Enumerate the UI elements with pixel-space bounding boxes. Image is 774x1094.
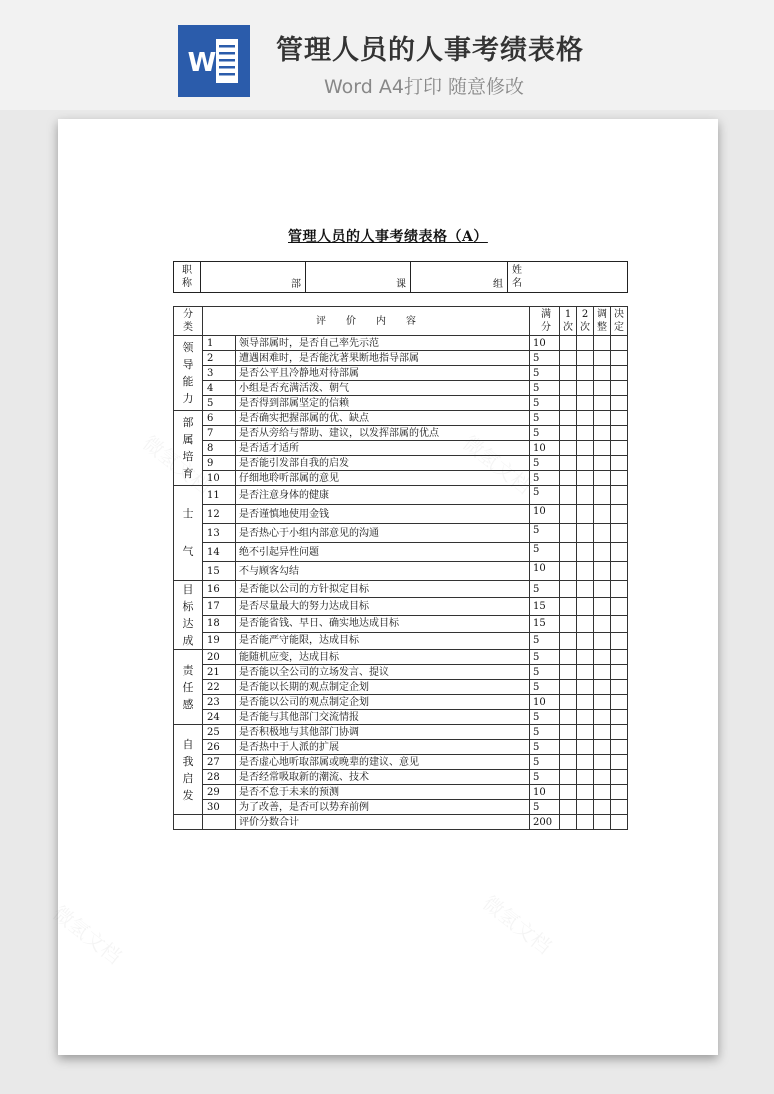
table-row — [174, 505, 628, 524]
decision-cell[interactable] — [611, 471, 628, 486]
item-number: 25 — [203, 725, 236, 740]
second-cell[interactable] — [577, 426, 594, 441]
first-cell[interactable] — [560, 632, 577, 649]
banner-title: 管理人员的人事考绩表格 — [276, 35, 584, 66]
section-label: 课 — [306, 262, 411, 293]
adjust-cell[interactable] — [594, 486, 611, 505]
item-score: 5 — [530, 800, 560, 815]
table-row — [174, 411, 628, 426]
first-cell[interactable] — [560, 441, 577, 456]
item-score: 10 — [530, 785, 560, 800]
item-score: 5 — [530, 471, 560, 486]
adjust-cell[interactable] — [594, 598, 611, 615]
category-cell: 责任感 — [174, 650, 203, 725]
first-cell[interactable] — [560, 426, 577, 441]
first-cell[interactable] — [560, 695, 577, 710]
first-cell[interactable] — [560, 725, 577, 740]
item-number: 22 — [203, 680, 236, 695]
first-cell[interactable] — [560, 505, 577, 524]
item-number: 7 — [203, 426, 236, 441]
item-text: 是否能以公司的方针拟定目标 — [236, 581, 530, 598]
adjust-cell[interactable] — [594, 815, 611, 830]
table-row — [174, 800, 628, 815]
decision-cell[interactable] — [611, 543, 628, 562]
first-cell[interactable] — [560, 800, 577, 815]
second-cell[interactable] — [577, 740, 594, 755]
adjust-cell[interactable] — [594, 456, 611, 471]
adjust-cell[interactable] — [594, 615, 611, 632]
second-cell[interactable] — [577, 598, 594, 615]
table-row — [174, 524, 628, 543]
decision-cell[interactable] — [611, 615, 628, 632]
second-cell[interactable] — [577, 505, 594, 524]
decision-cell[interactable] — [611, 755, 628, 770]
second-cell[interactable] — [577, 815, 594, 830]
first-cell[interactable] — [560, 486, 577, 505]
decision-cell[interactable] — [611, 351, 628, 366]
first-cell[interactable] — [560, 815, 577, 830]
adjust-cell[interactable] — [594, 695, 611, 710]
adjust-cell[interactable] — [594, 411, 611, 426]
second-cell[interactable] — [577, 615, 594, 632]
item-score: 5 — [530, 581, 560, 598]
item-score: 5 — [530, 426, 560, 441]
item-number: 19 — [203, 632, 236, 649]
decision-cell[interactable] — [611, 815, 628, 830]
item-text: 是否谨慎地使用金钱 — [236, 505, 530, 524]
item-text: 是否尽量最大的努力达成目标 — [236, 598, 530, 615]
header-banner — [0, 0, 774, 110]
table-row — [174, 381, 628, 396]
first-cell[interactable] — [560, 411, 577, 426]
item-number: 4 — [203, 381, 236, 396]
item-score: 5 — [530, 665, 560, 680]
adjust-cell[interactable] — [594, 441, 611, 456]
header-decision: 决定 — [611, 307, 628, 336]
second-cell[interactable] — [577, 366, 594, 381]
item-number: 5 — [203, 396, 236, 411]
item-text: 是否热中于人派的扩展 — [236, 740, 530, 755]
adjust-cell[interactable] — [594, 524, 611, 543]
item-score: 5 — [530, 632, 560, 649]
category-cell: 领导能力 — [174, 336, 203, 411]
item-text: 是否能引发部自我的启发 — [236, 456, 530, 471]
adjust-cell[interactable] — [594, 632, 611, 649]
item-number: 3 — [203, 366, 236, 381]
group-label: 组 — [411, 262, 508, 293]
name-field: 姓名 — [508, 262, 628, 293]
item-text: 是否从旁给与帮助、建议，以发挥部属的优点 — [236, 426, 530, 441]
second-cell[interactable] — [577, 770, 594, 785]
item-number: 16 — [203, 581, 236, 598]
second-cell[interactable] — [577, 456, 594, 471]
first-cell[interactable] — [560, 650, 577, 665]
first-cell[interactable] — [560, 710, 577, 725]
first-cell[interactable] — [560, 471, 577, 486]
item-score: 5 — [530, 366, 560, 381]
table-row — [174, 426, 628, 441]
item-text: 小组是否充满活泼、朝气 — [236, 381, 530, 396]
decision-cell[interactable] — [611, 505, 628, 524]
adjust-cell[interactable] — [594, 581, 611, 598]
item-number: 27 — [203, 755, 236, 770]
item-text: 是否不怠于未来的预测 — [236, 785, 530, 800]
header-second: 2次 — [577, 307, 594, 336]
table-row — [174, 336, 628, 351]
item-score: 5 — [530, 680, 560, 695]
second-cell[interactable] — [577, 336, 594, 351]
category-cell: 部属培育 — [174, 411, 203, 486]
item-text: 是否经常吸取新的潮流、技术 — [236, 770, 530, 785]
decision-cell[interactable] — [611, 441, 628, 456]
item-number: 10 — [203, 471, 236, 486]
item-score: 10 — [530, 441, 560, 456]
table-row — [174, 581, 628, 598]
decision-cell[interactable] — [611, 562, 628, 581]
decision-cell[interactable] — [611, 665, 628, 680]
adjust-cell[interactable] — [594, 740, 611, 755]
second-cell[interactable] — [577, 680, 594, 695]
item-score: 15 — [530, 615, 560, 632]
second-cell[interactable] — [577, 665, 594, 680]
first-cell[interactable] — [560, 598, 577, 615]
adjust-cell[interactable] — [594, 543, 611, 562]
second-cell[interactable] — [577, 471, 594, 486]
item-text: 为了改善，是否可以势弃前例 — [236, 800, 530, 815]
item-number: 12 — [203, 505, 236, 524]
second-cell[interactable] — [577, 381, 594, 396]
adjust-cell[interactable] — [594, 710, 611, 725]
second-cell[interactable] — [577, 650, 594, 665]
item-score: 10 — [530, 336, 560, 351]
document-page — [58, 119, 718, 1055]
second-cell[interactable] — [577, 524, 594, 543]
decision-cell[interactable] — [611, 800, 628, 815]
item-score: 5 — [530, 650, 560, 665]
item-score: 5 — [530, 524, 560, 543]
item-number: 8 — [203, 441, 236, 456]
item-text: 是否能严守能限，达成目标 — [236, 632, 530, 649]
item-score: 10 — [530, 695, 560, 710]
item-text: 领导部属时，是否自己率先示范 — [236, 336, 530, 351]
second-cell[interactable] — [577, 351, 594, 366]
decision-cell[interactable] — [611, 680, 628, 695]
first-cell[interactable] — [560, 665, 577, 680]
category-cell: 目标达成 — [174, 581, 203, 650]
decision-cell[interactable] — [611, 366, 628, 381]
item-score: 5 — [530, 411, 560, 426]
header-full-score: 满分 — [530, 307, 560, 336]
table-row — [174, 441, 628, 456]
item-score: 5 — [530, 381, 560, 396]
table-row — [174, 665, 628, 680]
adjust-cell[interactable] — [594, 505, 611, 524]
item-text: 是否能以公司的观点制定企划 — [236, 695, 530, 710]
decision-cell[interactable] — [611, 770, 628, 785]
item-number: 23 — [203, 695, 236, 710]
item-number: 30 — [203, 800, 236, 815]
total-empty — [174, 815, 203, 830]
item-score: 15 — [530, 598, 560, 615]
first-cell[interactable] — [560, 581, 577, 598]
item-score: 5 — [530, 351, 560, 366]
item-number: 28 — [203, 770, 236, 785]
item-text: 是否公平且冷静地对待部属 — [236, 366, 530, 381]
total-empty — [203, 815, 236, 830]
table-row — [174, 366, 628, 381]
decision-cell[interactable] — [611, 486, 628, 505]
adjust-cell[interactable] — [594, 366, 611, 381]
item-score: 5 — [530, 710, 560, 725]
decision-cell[interactable] — [611, 650, 628, 665]
total-score: 200 — [530, 815, 560, 830]
decision-cell[interactable] — [611, 396, 628, 411]
second-cell[interactable] — [577, 755, 594, 770]
item-number: 6 — [203, 411, 236, 426]
item-text: 不与顾客勾结 — [236, 562, 530, 581]
adjust-cell[interactable] — [594, 650, 611, 665]
decision-cell[interactable] — [611, 456, 628, 471]
decision-cell[interactable] — [611, 695, 628, 710]
header-first: 1次 — [560, 307, 577, 336]
first-cell[interactable] — [560, 680, 577, 695]
item-number: 15 — [203, 562, 236, 581]
table-row — [174, 695, 628, 710]
item-number: 18 — [203, 615, 236, 632]
department-label: 部 — [201, 262, 306, 293]
decision-cell[interactable] — [611, 785, 628, 800]
banner-subtitle: Word A4打印 随意修改 — [324, 76, 525, 98]
table-row — [174, 725, 628, 740]
item-number: 13 — [203, 524, 236, 543]
table-row — [174, 471, 628, 486]
item-score: 5 — [530, 770, 560, 785]
item-text: 是否积极地与其他部门协调 — [236, 725, 530, 740]
decision-cell[interactable] — [611, 426, 628, 441]
item-text: 是否得到部属坚定的信赖 — [236, 396, 530, 411]
document-title: 管理人员的人事考绩表格（A） — [288, 229, 488, 245]
item-text: 绝不引起异性问题 — [236, 543, 530, 562]
adjust-cell[interactable] — [594, 725, 611, 740]
first-cell[interactable] — [560, 366, 577, 381]
header-category: 分类 — [174, 307, 203, 336]
table-row — [174, 650, 628, 665]
adjust-cell[interactable] — [594, 755, 611, 770]
evaluation-table — [173, 306, 628, 830]
decision-cell[interactable] — [611, 740, 628, 755]
first-cell[interactable] — [560, 524, 577, 543]
table-row — [174, 598, 628, 615]
first-cell[interactable] — [560, 770, 577, 785]
table-row — [174, 456, 628, 471]
decision-cell[interactable] — [611, 524, 628, 543]
position-label: 职称 — [174, 262, 201, 293]
decision-cell[interactable] — [611, 381, 628, 396]
decision-cell[interactable] — [611, 598, 628, 615]
adjust-cell[interactable] — [594, 680, 611, 695]
item-text: 是否能以全公司的立场发言、提议 — [236, 665, 530, 680]
second-cell[interactable] — [577, 486, 594, 505]
total-label: 评价分数合计 — [236, 815, 530, 830]
item-score: 5 — [530, 396, 560, 411]
item-score: 10 — [530, 505, 560, 524]
decision-cell[interactable] — [611, 725, 628, 740]
table-row — [174, 770, 628, 785]
item-score: 5 — [530, 725, 560, 740]
table-row — [174, 486, 628, 505]
second-cell[interactable] — [577, 725, 594, 740]
second-cell[interactable] — [577, 581, 594, 598]
adjust-cell[interactable] — [594, 351, 611, 366]
item-text: 是否能与其他部门交流情报 — [236, 710, 530, 725]
adjust-cell[interactable] — [594, 471, 611, 486]
category-cell: 士 气 — [174, 486, 203, 581]
item-text: 是否注意身体的健康 — [236, 486, 530, 505]
adjust-cell[interactable] — [594, 665, 611, 680]
item-text: 是否虚心地听取部属或晚辈的建议、意见 — [236, 755, 530, 770]
decision-cell[interactable] — [611, 581, 628, 598]
second-cell[interactable] — [577, 543, 594, 562]
item-text: 是否热心于小组内部意见的沟通 — [236, 524, 530, 543]
item-text: 是否适才适所 — [236, 441, 530, 456]
adjust-cell[interactable] — [594, 785, 611, 800]
item-text: 是否能省钱、早日、确实地达成目标 — [236, 615, 530, 632]
second-cell[interactable] — [577, 411, 594, 426]
item-number: 26 — [203, 740, 236, 755]
adjust-cell[interactable] — [594, 770, 611, 785]
item-score: 5 — [530, 740, 560, 755]
table-row — [174, 740, 628, 755]
adjust-cell[interactable] — [594, 562, 611, 581]
total-row — [174, 815, 628, 830]
first-cell[interactable] — [560, 615, 577, 632]
category-cell: 自我启发 — [174, 725, 203, 815]
adjust-cell[interactable] — [594, 396, 611, 411]
item-score: 5 — [530, 543, 560, 562]
item-score: 5 — [530, 755, 560, 770]
table-row — [174, 615, 628, 632]
table-row — [174, 710, 628, 725]
table-row — [174, 755, 628, 770]
table-row — [174, 632, 628, 649]
table-row — [174, 543, 628, 562]
header-content: 评 价 内 容 — [203, 307, 530, 336]
first-cell[interactable] — [560, 755, 577, 770]
item-text: 仔细地聆听部属的意见 — [236, 471, 530, 486]
header-adjust: 调整 — [594, 307, 611, 336]
second-cell[interactable] — [577, 800, 594, 815]
item-score: 5 — [530, 456, 560, 471]
table-row — [174, 562, 628, 581]
item-text: 是否能以长期的观点制定企划 — [236, 680, 530, 695]
decision-cell[interactable] — [611, 411, 628, 426]
second-cell[interactable] — [577, 632, 594, 649]
decision-cell[interactable] — [611, 710, 628, 725]
first-cell[interactable] — [560, 381, 577, 396]
item-number: 24 — [203, 710, 236, 725]
first-cell[interactable] — [560, 543, 577, 562]
item-text: 能随机应变，达成目标 — [236, 650, 530, 665]
first-cell[interactable] — [560, 456, 577, 471]
header-row — [174, 307, 628, 336]
item-number: 9 — [203, 456, 236, 471]
word-document-icon — [178, 25, 250, 97]
item-score: 10 — [530, 562, 560, 581]
item-text: 是否确实把握部属的优、缺点 — [236, 411, 530, 426]
decision-cell[interactable] — [611, 632, 628, 649]
word-icon-letter: W — [187, 48, 217, 78]
item-number: 11 — [203, 486, 236, 505]
item-number: 2 — [203, 351, 236, 366]
second-cell[interactable] — [577, 785, 594, 800]
adjust-cell[interactable] — [594, 381, 611, 396]
info-table — [173, 261, 628, 293]
item-number: 20 — [203, 650, 236, 665]
item-number: 29 — [203, 785, 236, 800]
first-cell[interactable] — [560, 396, 577, 411]
first-cell[interactable] — [560, 785, 577, 800]
first-cell[interactable] — [560, 336, 577, 351]
item-text: 遭遇困难时，是否能沈著果断地指导部属 — [236, 351, 530, 366]
table-row — [174, 351, 628, 366]
second-cell[interactable] — [577, 396, 594, 411]
item-score: 5 — [530, 486, 560, 505]
first-cell[interactable] — [560, 740, 577, 755]
second-cell[interactable] — [577, 441, 594, 456]
second-cell[interactable] — [577, 562, 594, 581]
item-number: 14 — [203, 543, 236, 562]
adjust-cell[interactable] — [594, 426, 611, 441]
item-number: 1 — [203, 336, 236, 351]
adjust-cell[interactable] — [594, 800, 611, 815]
second-cell[interactable] — [577, 695, 594, 710]
adjust-cell[interactable] — [594, 336, 611, 351]
table-row — [174, 785, 628, 800]
second-cell[interactable] — [577, 710, 594, 725]
decision-cell[interactable] — [611, 336, 628, 351]
table-row — [174, 680, 628, 695]
first-cell[interactable] — [560, 562, 577, 581]
table-row — [174, 396, 628, 411]
item-number: 21 — [203, 665, 236, 680]
item-number: 17 — [203, 598, 236, 615]
first-cell[interactable] — [560, 351, 577, 366]
